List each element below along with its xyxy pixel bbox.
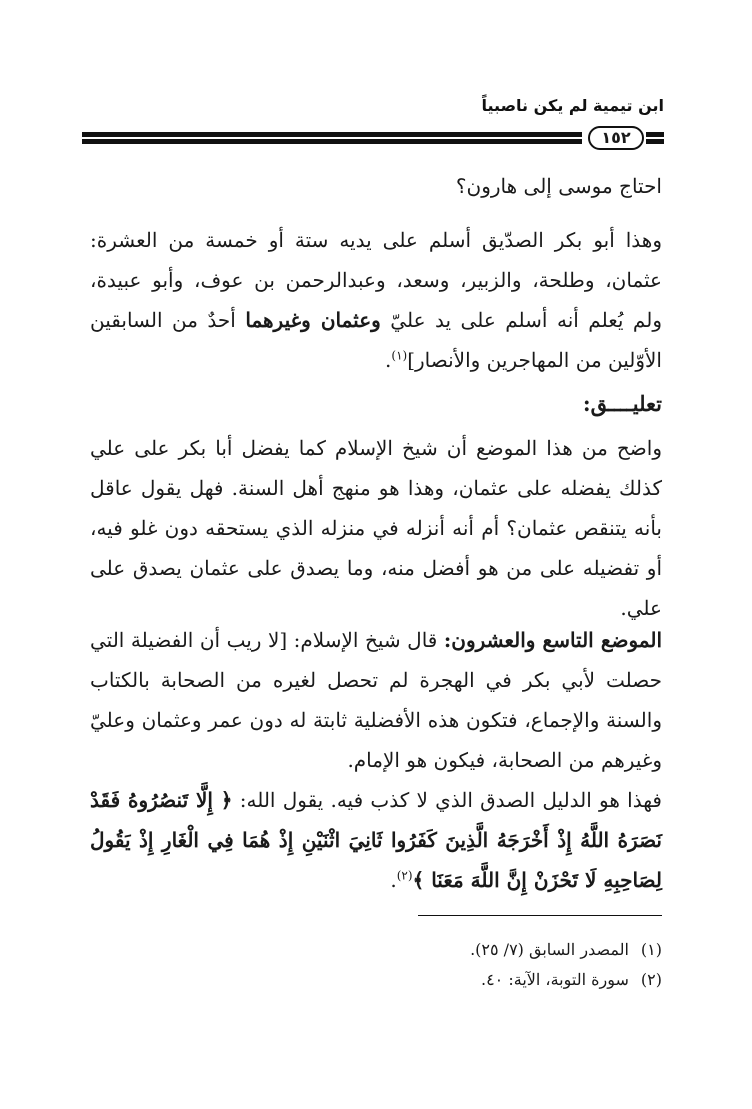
paragraph-2-bold: وعثمان وغيرهما — [245, 308, 381, 332]
footnote-1-number: (١) — [640, 940, 662, 959]
paragraph-2 — [90, 220, 662, 380]
comment-heading: تعليــــق: — [582, 391, 662, 416]
header-rule-end — [646, 132, 664, 144]
footnotes — [90, 935, 662, 995]
paragraph-5-text: فهذا هو الدليل الصدق الذي لا كذب فيه. يقول الله: — [232, 788, 662, 812]
footnote-2-number: (٢) — [640, 970, 662, 989]
paragraph-2-end: . — [385, 348, 392, 372]
footnote-2-text: سورة التوبة، الآية: ٤٠. — [480, 970, 629, 989]
page-number: ١٥٢ — [588, 126, 644, 150]
paragraph-4 — [90, 620, 662, 780]
paragraph-4-lead: الموضع التاسع والعشرون: — [443, 628, 663, 652]
paragraph-5 — [90, 780, 662, 900]
paragraph-2-text: وهذا أبو بكر الصدّيق أسلم على يديه ستة أو خمسة من العشرة: عثمان، وطلحة، والزبير، وسعد، وعبدالرحمن بن عوف، وأبو عبيدة، ولم يُعلم أنه أسلم على يد عليّ — [90, 228, 662, 332]
paragraph-5-end: . — [390, 868, 397, 892]
quran-verse: ﴿ إِلَّا تَنصُرُوهُ فَقَدْ نَصَرَهُ اللَّهُ إِذْ أَخْرَجَهُ الَّذِينَ كَفَرُوا ثَانِيَ اثْنَيْنِ إِذْ هُمَا فِي الْغَارِ إِذْ يَقُولُ لِصَاحِبِهِ لَا تَحْزَنْ إِنَّ اللَّهَ مَعَنَا ﴾ — [90, 788, 662, 892]
footnote-ref-2[interactable]: (٢) — [396, 868, 413, 883]
footnote-1 — [90, 935, 662, 965]
running-head: ابن تيمية لم يكن ناصبياً — [481, 96, 664, 115]
footnote-separator — [418, 915, 662, 916]
paragraph-3: واضح من هذا الموضع أن شيخ الإسلام كما يفضل أبا بكر على علي كذلك يفضله على عثمان، وهذا هو منهج أهل السنة. فهل يقول عاقل بأنه يتنقص عثمان؟ أم أنه أنزله في منزله الذي يستحقه دون غلو فيه، أو تفضيله على من هو أفضل منه، وما يصدق على عثمان يصدق على علي. — [90, 436, 662, 620]
footnote-2 — [90, 965, 662, 995]
header-rule-line-bottom — [82, 139, 582, 144]
footnote-1-text: المصدر السابق (٧/ ٢٥). — [470, 940, 629, 959]
footnote-ref-1[interactable]: (١) — [391, 348, 408, 363]
paragraph-4-text: قال شيخ الإسلام: [لا ريب أن الفضيلة التي حصلت لأبي بكر في الهجرة لم تحصل لغيره من الصحابة بالكتاب والسنة والإجماع، فتكون هذه الأفضلية ثابتة له دون عمر وعثمان وعليّ وغيرهم من الصحابة، فيكون هو الإمام. — [90, 628, 662, 772]
header-rule-line-top — [82, 132, 582, 137]
header-rule — [82, 128, 664, 148]
paragraph-2-tail: أحدٌ من السابقين الأوّلين من المهاجرين والأنصار] — [90, 308, 662, 372]
paragraph-1: احتاج موسى إلى هارون؟ — [455, 174, 662, 198]
